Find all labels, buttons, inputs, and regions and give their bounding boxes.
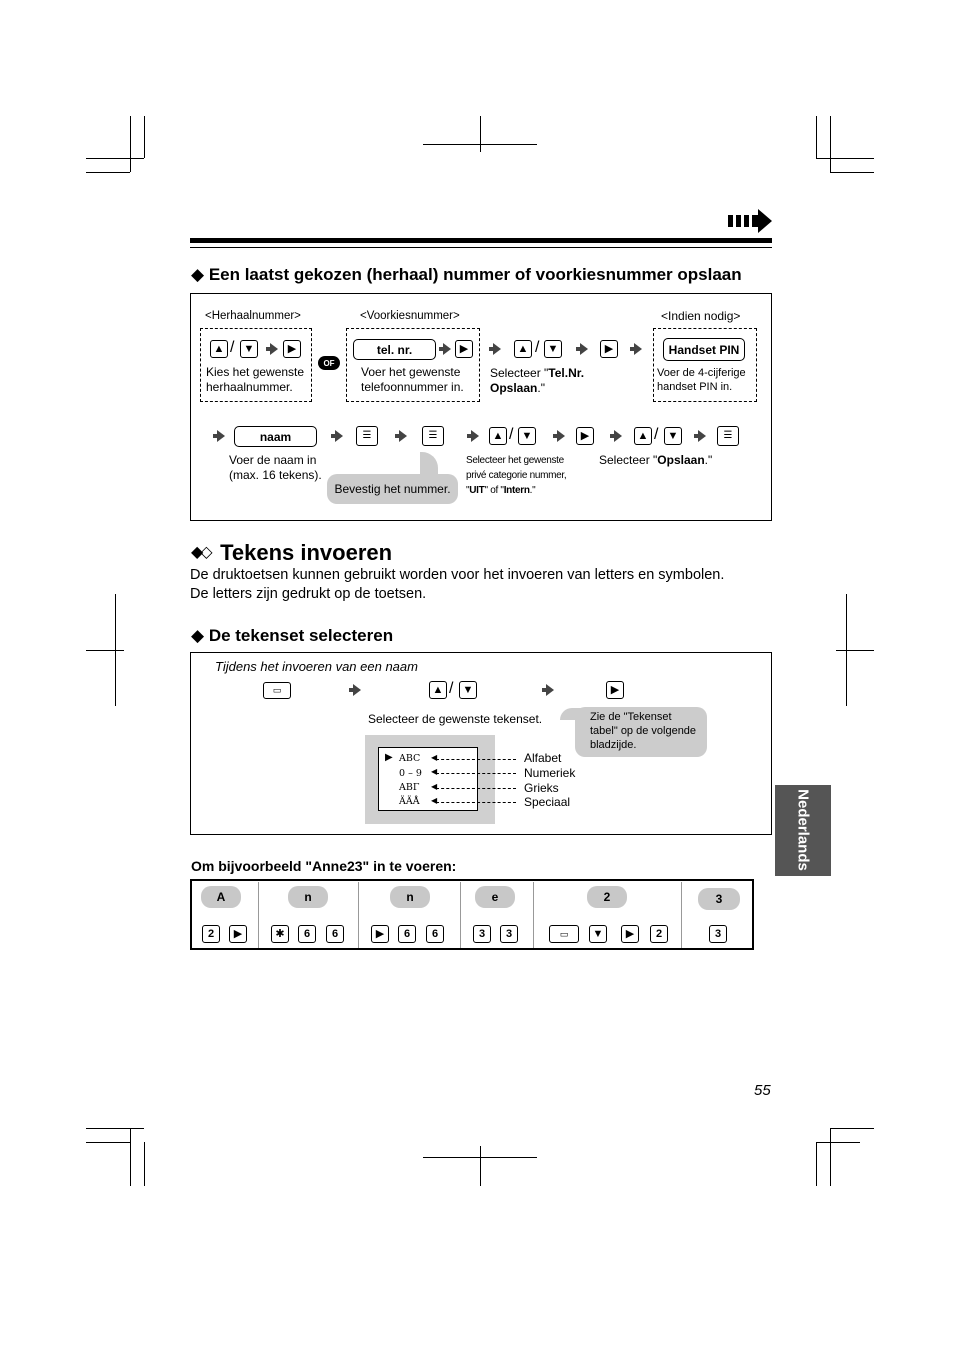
step-arrow-icon xyxy=(471,430,479,442)
step-arrow-icon xyxy=(270,343,278,355)
leader-arrow-icon: ◀ xyxy=(431,753,438,762)
down-key[interactable]: ▼ xyxy=(518,427,536,445)
desc-pin: Voer de 4-cijferige handset PIN in. xyxy=(657,367,746,393)
menu-key[interactable]: ☰ xyxy=(422,426,444,446)
step-arrow-icon xyxy=(335,430,343,442)
up-key[interactable]: ▲ xyxy=(489,427,507,445)
display-row-greek: ΑΒΓ xyxy=(399,782,420,793)
cursor-icon: ▶ xyxy=(385,752,393,763)
desc-opslaan: Selecteer "Opslaan." xyxy=(599,453,713,467)
diamond-icon: ◆ xyxy=(191,626,205,645)
section2-heading xyxy=(191,540,392,566)
desc-herhaal: Kies het gewenste herhaalnummer. xyxy=(206,365,305,394)
char-n: n xyxy=(390,886,430,908)
desc-select-telnr: Selecteer "Tel.Nr. Opslaan." xyxy=(490,366,585,395)
digit-key[interactable]: 6 xyxy=(326,925,344,943)
slash: / xyxy=(509,426,514,443)
right-key[interactable]: ▶ xyxy=(600,340,618,358)
tekenset-bubble: Zie de "Tekenset tabel" op de volgende bladzijde. xyxy=(575,707,707,757)
slash: / xyxy=(654,426,659,443)
section1-heading xyxy=(191,265,742,285)
column-divider xyxy=(681,882,682,948)
continue-arrow-icon xyxy=(728,208,774,239)
legend-speciaal: Speciaal xyxy=(524,795,571,809)
star-key[interactable]: ✱ xyxy=(271,925,289,943)
section1-title: Een laatst gekozen (herhaal) nummer of voorkiesnummer opslaan xyxy=(208,265,742,284)
page-number: 55 xyxy=(754,1082,771,1099)
down-key[interactable]: ▼ xyxy=(544,340,562,358)
digit-key[interactable]: 2 xyxy=(650,925,668,943)
leader-line xyxy=(436,773,516,774)
display-row-num: 0 – 9 xyxy=(399,768,422,779)
leader-arrow-icon: ◀ xyxy=(431,796,438,805)
up-key[interactable]: ▲ xyxy=(514,340,532,358)
down-key[interactable]: ▼ xyxy=(589,925,607,943)
right-key[interactable]: ▶ xyxy=(576,427,594,445)
up-key[interactable]: ▲ xyxy=(634,427,652,445)
down-key[interactable]: ▼ xyxy=(240,340,258,358)
section3-subtitle: Tijdens het invoeren van een naam xyxy=(215,659,418,674)
book-key[interactable]: ▭ xyxy=(263,682,291,699)
digit-key[interactable]: 6 xyxy=(426,925,444,943)
step-arrow-icon xyxy=(546,684,554,696)
desc-category: Selecteer het gewenste privé categorie nummer, "UIT" of "Intern." xyxy=(466,455,567,496)
confirm-bubble: Bevestig het nummer. xyxy=(327,474,458,504)
or-badge: OF xyxy=(318,356,340,370)
slash: / xyxy=(535,339,540,356)
menu-key[interactable]: ☰ xyxy=(717,426,739,446)
step-arrow-icon xyxy=(493,343,501,355)
down-key[interactable]: ▼ xyxy=(664,427,682,445)
legend-alfabet: Alfabet xyxy=(524,751,562,765)
legend-numeriek: Numeriek xyxy=(524,766,576,780)
char-n: n xyxy=(288,886,328,908)
section3-heading xyxy=(191,626,393,646)
right-key[interactable]: ▶ xyxy=(621,925,639,943)
leader-line xyxy=(436,788,516,789)
tel-nr-button[interactable]: tel. nr. xyxy=(353,339,436,360)
right-key[interactable]: ▶ xyxy=(606,681,624,699)
right-key[interactable]: ▶ xyxy=(229,925,247,943)
right-key[interactable]: ▶ xyxy=(455,340,473,358)
char-a: A xyxy=(201,886,241,908)
step-arrow-icon xyxy=(399,430,407,442)
slash: / xyxy=(230,339,235,356)
step-arrow-icon xyxy=(634,343,642,355)
header-rule xyxy=(190,238,772,243)
digit-key[interactable]: 3 xyxy=(709,925,727,943)
right-key[interactable]: ▶ xyxy=(371,925,389,943)
digit-key[interactable]: 3 xyxy=(473,925,491,943)
up-key[interactable]: ▲ xyxy=(210,340,228,358)
step-arrow-icon xyxy=(443,343,451,355)
book-key[interactable]: ▭ xyxy=(549,925,579,943)
digit-key[interactable]: 6 xyxy=(298,925,316,943)
naam-button[interactable]: naam xyxy=(234,426,317,447)
display-row-abc: ABC xyxy=(399,753,421,764)
column-divider xyxy=(358,882,359,948)
leader-line xyxy=(436,759,516,760)
label-indien-nodig: <Indien nodig> xyxy=(661,309,741,323)
right-key[interactable]: ▶ xyxy=(283,340,301,358)
down-key[interactable]: ▼ xyxy=(459,681,477,699)
column-divider xyxy=(460,882,461,948)
desc-voorkies: Voer het gewenste telefoonnummer in. xyxy=(361,365,464,394)
step-arrow-icon xyxy=(614,430,622,442)
double-diamond-icon: ◆◇ xyxy=(191,544,210,561)
leader-line xyxy=(436,802,516,803)
display-row-special: ÄÄÅ xyxy=(399,796,420,807)
tekenset-bubble-tail xyxy=(560,708,586,720)
digit-key[interactable]: 3 xyxy=(500,925,518,943)
up-key[interactable]: ▲ xyxy=(429,681,447,699)
menu-key[interactable]: ☰ xyxy=(356,426,378,446)
column-divider xyxy=(258,882,259,948)
step-arrow-icon xyxy=(353,684,361,696)
side-tab-label: Nederlands xyxy=(794,789,812,871)
desc-naam: Voer de naam in (max. 16 tekens). xyxy=(229,453,322,482)
digit-key[interactable]: 6 xyxy=(398,925,416,943)
column-divider xyxy=(533,882,534,948)
legend-grieks: Grieks xyxy=(524,781,559,795)
leader-arrow-icon: ◀ xyxy=(431,767,438,776)
handset-pin-button[interactable]: Handset PIN xyxy=(663,338,745,361)
diamond-icon: ◆ xyxy=(191,265,205,284)
step-arrow-icon xyxy=(698,430,706,442)
char-2: 2 xyxy=(587,886,627,908)
step-arrow-icon xyxy=(557,430,565,442)
section3-desc: Selecteer de gewenste tekenset. xyxy=(368,712,543,726)
step-arrow-icon xyxy=(580,343,588,355)
section2-body: De druktoetsen kunnen gebruikt worden voor het invoeren van letters en symbolen. De letters zijn gedrukt op de toetsen. xyxy=(190,567,725,602)
digit-key[interactable]: 2 xyxy=(202,925,220,943)
section2-title: Tekens invoeren xyxy=(220,540,393,565)
section3-title: De tekenset selecteren xyxy=(208,626,394,645)
example-title: Om bijvoorbeeld "Anne23" in te voeren: xyxy=(191,858,457,874)
label-voorkiesnummer: <Voorkiesnummer> xyxy=(360,310,460,322)
step-arrow-icon xyxy=(217,430,225,442)
char-e: e xyxy=(475,886,515,908)
leader-arrow-icon: ◀ xyxy=(431,782,438,791)
char-3: 3 xyxy=(698,888,740,910)
slash: / xyxy=(449,680,454,697)
header-rule-thin xyxy=(190,247,772,248)
label-herhaalnummer: <Herhaalnummer> xyxy=(205,310,301,322)
